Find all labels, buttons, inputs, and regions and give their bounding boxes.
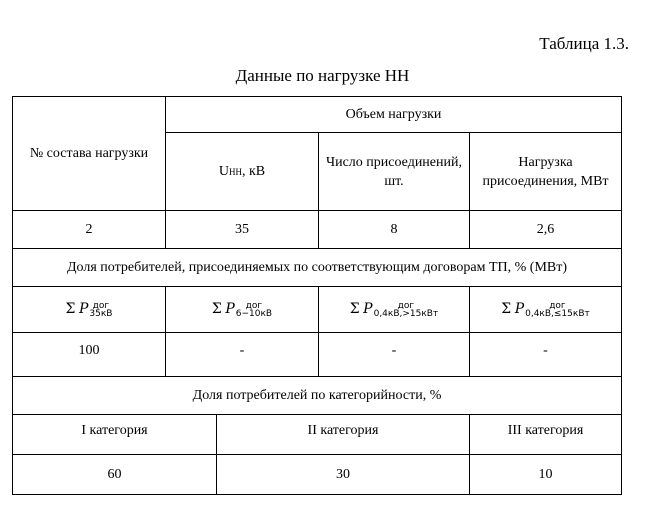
voltage-header: [166, 133, 319, 211]
category-1-value: 60: [13, 455, 217, 495]
voltage-unit: , кВ: [241, 163, 266, 179]
table-title: Данные по нагрузке НН: [235, 66, 410, 85]
sum-value-04kv-over15: -: [319, 333, 470, 377]
subscript: 35кВ: [89, 308, 113, 319]
superscript: дог: [397, 300, 415, 311]
p-symbol: P: [78, 301, 89, 317]
load-header: Нагрузка присоединения, МВт: [470, 133, 622, 211]
p-symbol: P: [514, 301, 525, 317]
superscript: дог: [549, 300, 566, 311]
value-number: 2: [13, 211, 166, 249]
sum-value-6-10kv: -: [166, 333, 319, 377]
sigma-symbol: Σ: [501, 301, 512, 317]
superscript: дог: [245, 300, 263, 311]
sum-35kv: [13, 287, 166, 333]
sigma-symbol: Σ: [65, 301, 76, 317]
sum-04kv-under15: [470, 287, 622, 333]
subscript: 0,4кВ,≤15кВт: [525, 308, 590, 319]
table-number: Таблица 1.3.: [539, 34, 629, 53]
voltage-subscript: НН: [228, 166, 242, 177]
sum-value-04kv-under15: -: [470, 333, 622, 377]
voltage-symbol: U: [218, 163, 229, 179]
value-connections: 8: [319, 211, 470, 249]
sum-04kv-over15: [319, 287, 470, 333]
connections-header: Число присоединений, шт.: [319, 133, 470, 211]
value-load: 2,6: [470, 211, 622, 249]
sum-6-10kv: [166, 287, 319, 333]
category-2-value: 30: [217, 455, 470, 495]
sum-value-35kv: 100: [13, 333, 166, 377]
load-volume-header: Объем нагрузки: [166, 97, 622, 133]
value-voltage: 35: [166, 211, 319, 249]
p-symbol: P: [225, 301, 235, 317]
category-2-header: II категория: [217, 415, 470, 455]
sigma-symbol: Σ: [349, 301, 360, 317]
category-3-header: III категория: [470, 415, 622, 455]
share-header: Доля потребителей, присоединяемых по соответствующим договорам ТП, % (МВт): [13, 249, 622, 287]
category-1-header: I категория: [13, 415, 217, 455]
sigma-symbol: Σ: [211, 301, 222, 317]
category-3-value: 10: [470, 455, 622, 495]
col-number-header: № состава нагрузки: [13, 97, 166, 211]
category-header: Доля потребителей по категорийности, %: [13, 377, 622, 415]
p-symbol: P: [363, 301, 373, 317]
load-data-table: [12, 96, 622, 495]
subscript: 6−10кВ: [235, 308, 273, 319]
superscript: дог: [92, 300, 110, 311]
subscript: 0,4кВ,>15кВт: [373, 308, 439, 319]
